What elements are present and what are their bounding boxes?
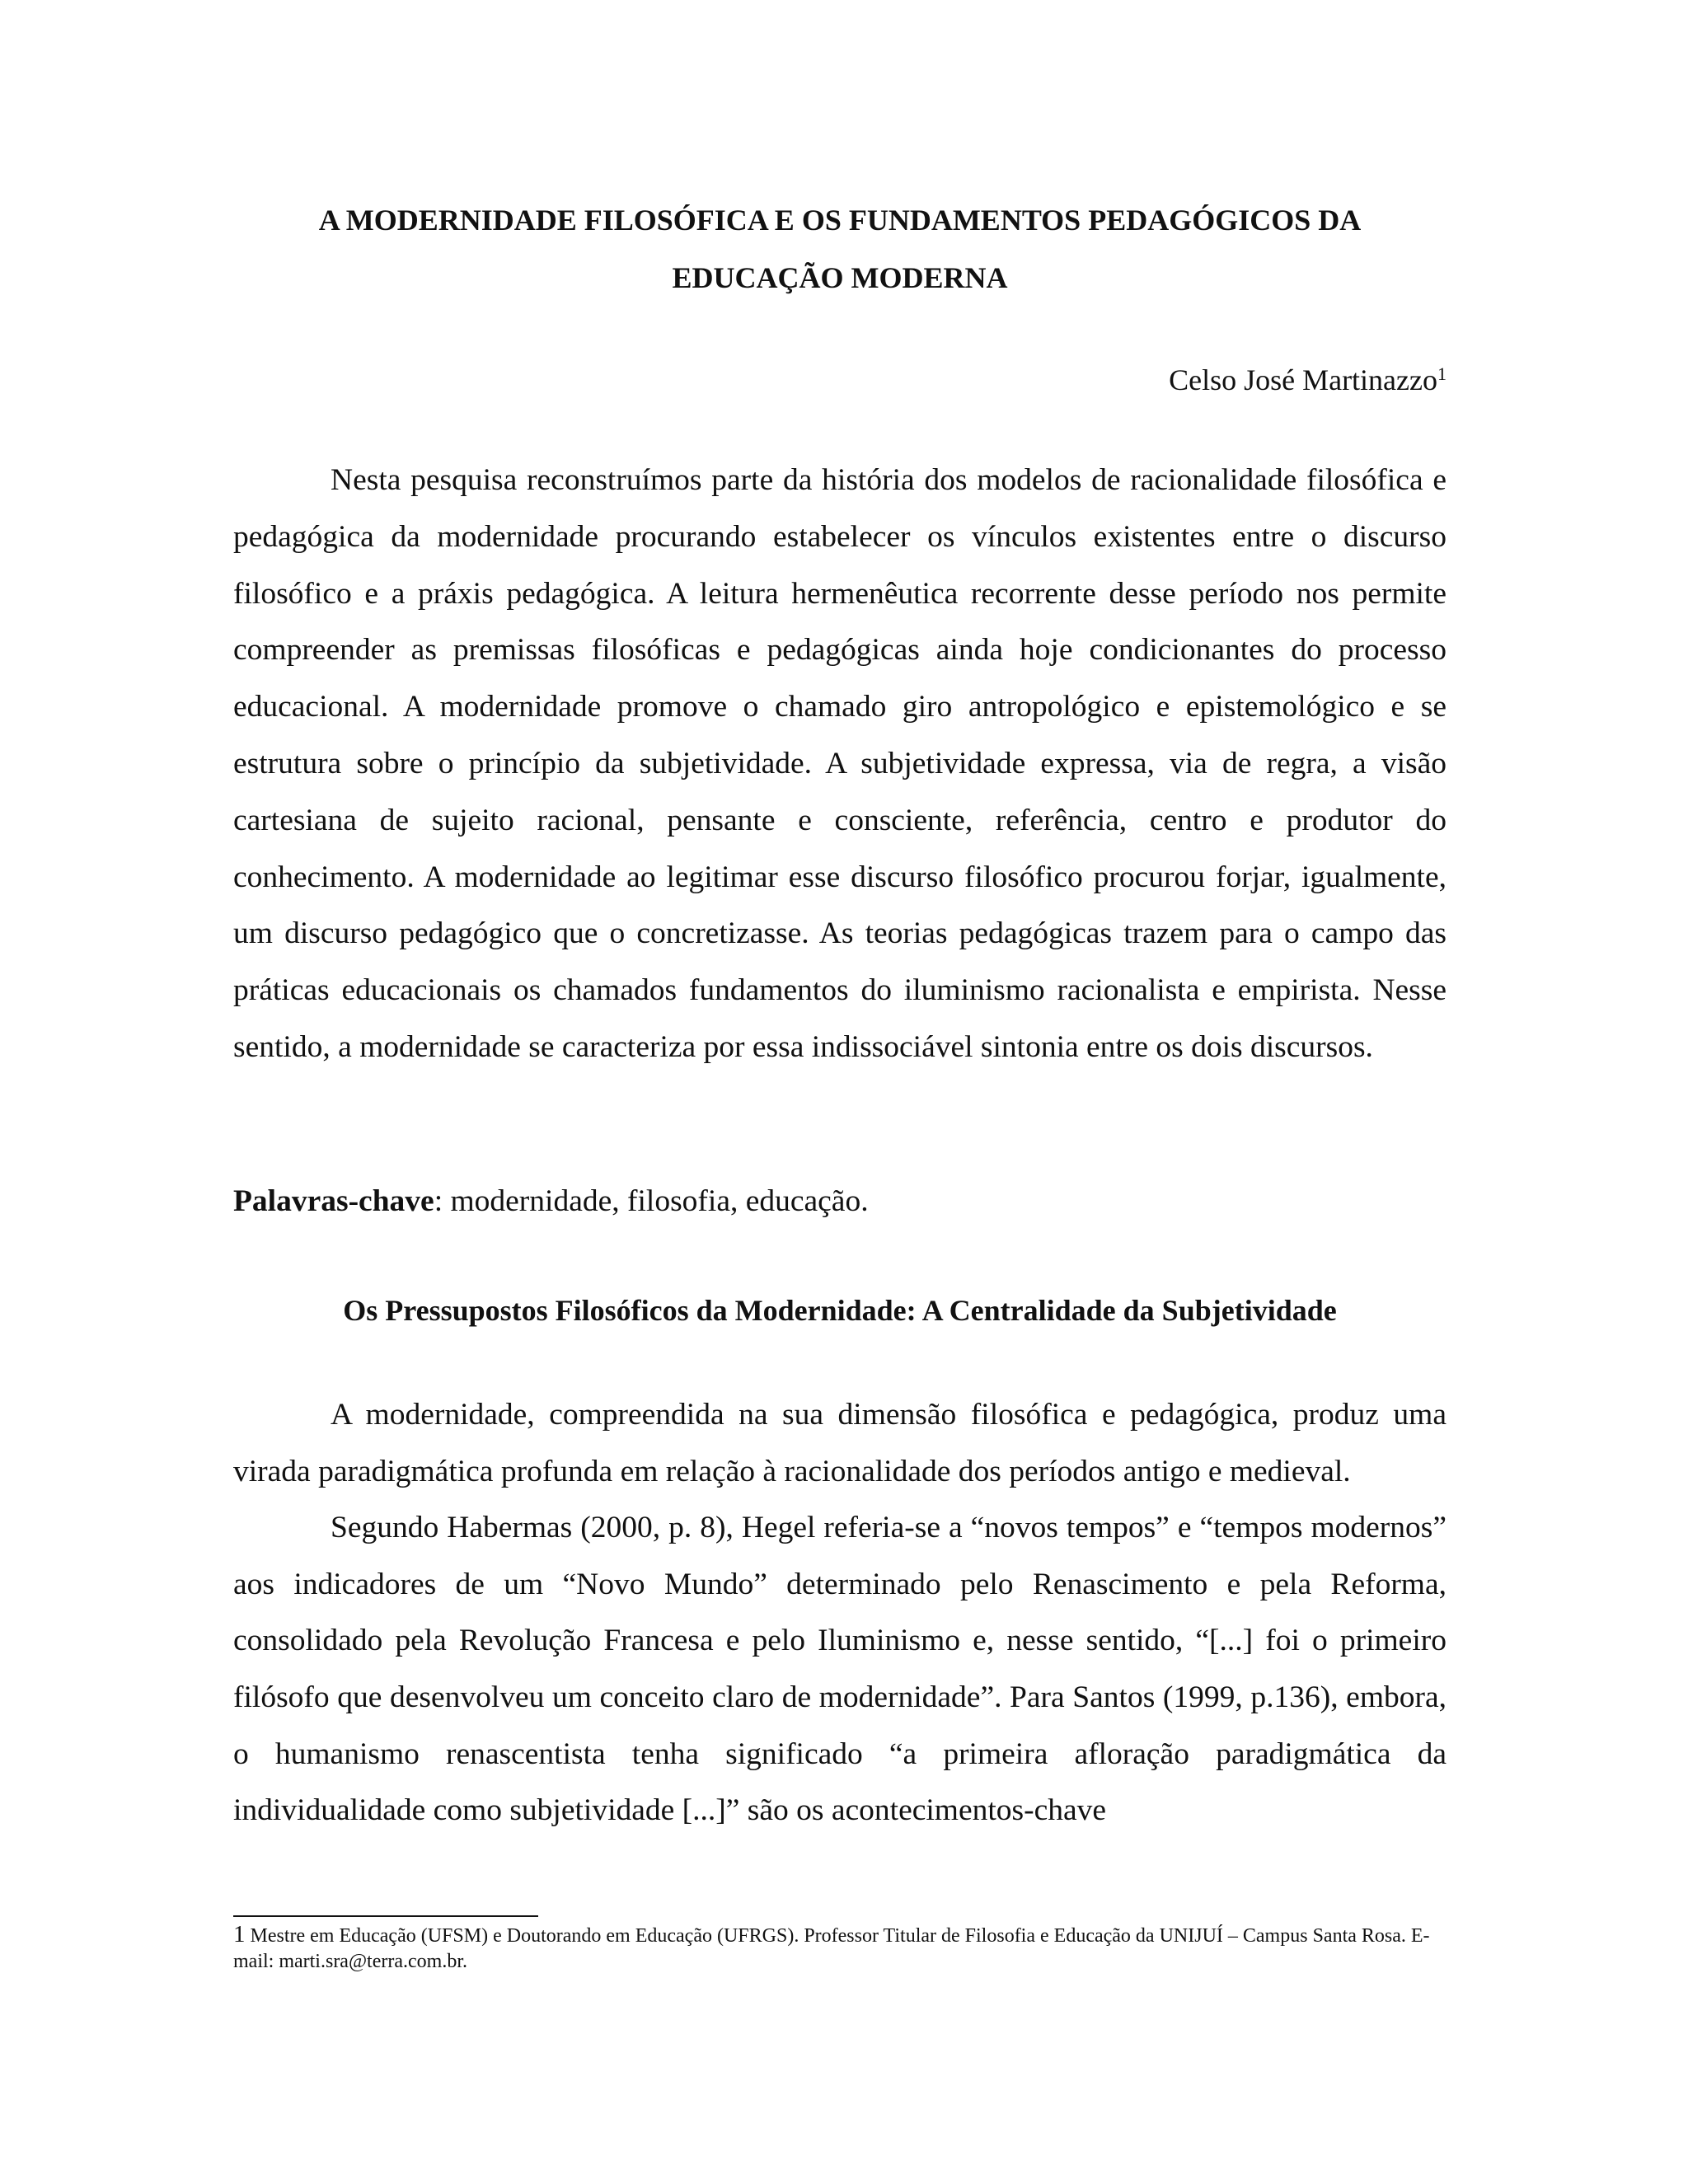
author-name: Celso José Martinazzo <box>1169 363 1437 396</box>
abstract-paragraph: Nesta pesquisa reconstruímos parte da história dos modelos de racionalidade filosófica e pedagógica da modernidade procurando estabelecer os vínculos existentes entre o discurso filosófico e a práxis pedagógica. A leitura hermenêutica recorrente desse período nos permite compreender as premissas filosóficas e pedagógicas ainda hoje condicionantes do processo educacional. A modernidade promove o chamado giro antropológico e epistemológico e se estrutura sobre o princípio da subjetividade. A subjetividade expressa, via de regra, a visão cartesiana de sujeito racional, pensante e consciente, referência, centro e produtor do conhecimento. A modernidade ao legitimar esse discurso filosófico procurou forjar, igualmente, um discurso pedagógico que o concretizasse. As teorias pedagógicas trazem para o campo das práticas educacionais os chamados fundamentos do iluminismo racionalista e empirista. Nesse sentido, a modernidade se caracteriza por essa indissociável sintonia entre os dois discursos. <box>233 463 1447 1064</box>
title-line-2: EDUCAÇÃO MODERNA <box>672 261 1008 294</box>
author-line <box>1169 353 1447 401</box>
section-heading: Os Pressupostos Filosóficos da Modernidade: A Centralidade da Subjetividade <box>343 1294 1337 1327</box>
keywords-label: Palavras-chave <box>233 1184 434 1218</box>
title-line-1: A MODERNIDADE FILOSÓFICA E OS FUNDAMENTOS PEDAGÓGICOS DA <box>318 204 1362 237</box>
footnote-separator <box>233 1915 538 1917</box>
footnote-text: Mestre em Educação (UFSM) e Doutorando em Educação (UFRGS). Professor Titular de Filosofia e Educação da UNIJUÍ – Campus Santa Rosa. E-mail: marti.sra@terra.com.br. <box>233 1925 1430 1972</box>
body-text <box>233 1387 1447 1840</box>
body-paragraph-2: Segundo Habermas (2000, p. 8), Hegel referia-se a “novos tempos” e “tempos modernos” aos indicadores de um “Novo Mundo” determinado pelo Renascimento e pela Reforma, consolidado pela Revolução Francesa e pelo Iluminismo e, nesse sentido, “[...] foi o primeiro filósofo que desenvolveu um conceito claro de modernidade”. Para Santos (1999, p.136), embora, o humanismo renascentista tenha significado “a primeira afloração paradigmática da individualidade como subjetividade [...]” são os acontecimentos-chave <box>233 1511 1447 1828</box>
document-page <box>233 0 1447 2184</box>
author-footnote-mark: 1 <box>1437 363 1447 384</box>
keywords-line <box>233 1177 1447 1226</box>
document-title <box>233 191 1447 307</box>
body-paragraph-1: A modernidade, compreendida na sua dimensão filosófica e pedagógica, produz uma virada paradigmática profunda em relação à racionalidade dos períodos antigo e medieval. <box>233 1398 1447 1488</box>
footnote <box>233 1922 1447 1975</box>
footnote-number: 1 <box>233 1921 246 1947</box>
keywords-list: : modernidade, filosofia, educação. <box>434 1184 869 1218</box>
